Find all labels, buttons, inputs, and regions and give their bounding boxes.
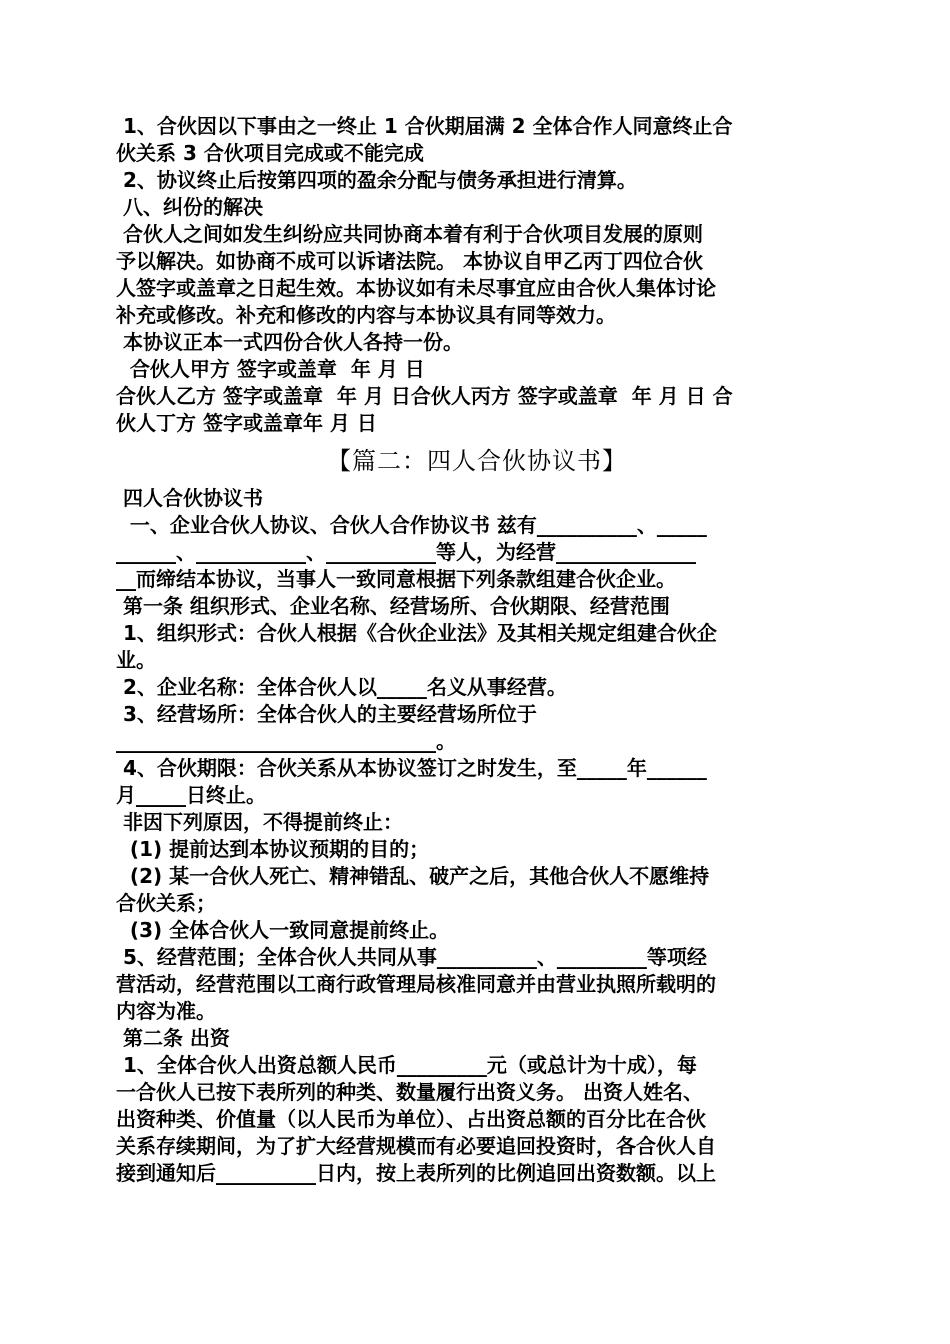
text-line: 补充或修改。补充和修改的内容与本协议具有同等效力。 — [116, 303, 616, 327]
text-line: 一合伙人已按下表所列的种类、数量履行出资义务。 出资人姓名、 — [116, 1080, 703, 1104]
section-heading: 八、纠份的解决 — [116, 195, 263, 219]
part2-text — [116, 485, 838, 1187]
text-line: 1、合伙因以下事由之一终止 1 合伙期届满 2 全体合作人同意终止合 — [116, 114, 733, 138]
text-line: 3、经营场所：全体合伙人的主要经营场所位于 — [116, 702, 537, 726]
article-heading: 第一条 组织形式、企业名称、经营场所、合伙期限、经营范围 — [116, 594, 670, 618]
article-heading: 第二条 出资 — [116, 1026, 230, 1050]
text-line: 一、企业合伙人协议、合伙人合作协议书 兹有__________、_____ — [116, 513, 707, 537]
text-line: 合伙人之间如发生纠纷应共同协商本着有利于合伙项目发展的原则 — [116, 222, 703, 246]
document-page — [116, 113, 838, 1187]
text-line: 4、合伙期限：合伙关系从本协议签订之时发生，至_____年______ — [116, 756, 707, 780]
section-title: 【篇二：四人合伙协议书】 — [327, 447, 627, 475]
text-line: 接到通知后__________日内，按上表所列的比例追回出资数额。以上 — [116, 1161, 716, 1185]
text-line: 本协议正本一式四份合伙人各持一份。 — [116, 330, 463, 354]
text-line: 2、企业名称：全体合伙人以_____名义从事经营。 — [116, 675, 567, 699]
document-title: 四人合伙协议书 — [116, 486, 263, 510]
list-item: (1) 提前达到本协议预期的目的； — [116, 837, 430, 861]
text-line: 营活动，经营范围以工商行政管理局核准同意并由营业执照所载明的 — [116, 972, 716, 996]
signature-line: 伙人丁方 签字或盖章年 月 日 — [116, 411, 377, 435]
signature-line: 合伙人乙方 签字或盖章 年 月 日合伙人丙方 签字或盖章 年 月 日 合 — [116, 384, 733, 408]
text-line: 关系存续期间，为了扩大经营规模而有必要追回投资时，各合伙人自 — [116, 1134, 716, 1158]
list-item: (3) 全体合伙人一致同意提前终止。 — [116, 918, 450, 942]
text-line: 业。 — [116, 648, 156, 672]
text-line: 非因下列原因，不得提前终止： — [116, 810, 403, 834]
text-line: 予以解决。如协商不成可以诉诸法院。 本协议自甲乙丙丁四位合伙 — [116, 249, 703, 273]
text-line: 1、组织形式：合伙人根据《合伙企业法》及其相关规定组建合伙企 — [116, 621, 717, 645]
text-line: 人签字或盖章之日起生效。本协议如有未尽事宜应由合伙人集体讨论 — [116, 276, 716, 300]
text-line: 伙关系 3 合伙项目完成或不能完成 — [116, 141, 424, 165]
text-line: ________________________________。 — [116, 729, 456, 753]
text-line: ______、___________、___________等人，为经营______________ — [116, 540, 696, 564]
text-line: 月_____日终止。 — [116, 783, 266, 807]
list-item: 合伙关系； — [116, 891, 216, 915]
part1-text — [116, 113, 838, 437]
text-line: 2、协议终止后按第四项的盈余分配与债务承担进行清算。 — [116, 168, 637, 192]
list-item: (2) 某一合伙人死亡、精神错乱、破产之后，其他合伙人不愿维持 — [116, 864, 710, 888]
text-line: 5、经营范围；全体合伙人共同从事__________、_________等项经 — [116, 945, 707, 969]
signature-line: 合伙人甲方 签字或盖章 年 月 日 — [116, 357, 425, 381]
text-line: 1、全体合伙人出资总额人民币_________元（或总计为十成），每 — [116, 1053, 697, 1077]
text-line: __而缔结本协议，当事人一致同意根据下列条款组建合伙企业。 — [116, 567, 676, 591]
text-line: 内容为准。 — [116, 999, 216, 1023]
text-line: 出资种类、价值量（以人民币为单位）、占出资总额的百分比在合伙 — [116, 1107, 706, 1131]
